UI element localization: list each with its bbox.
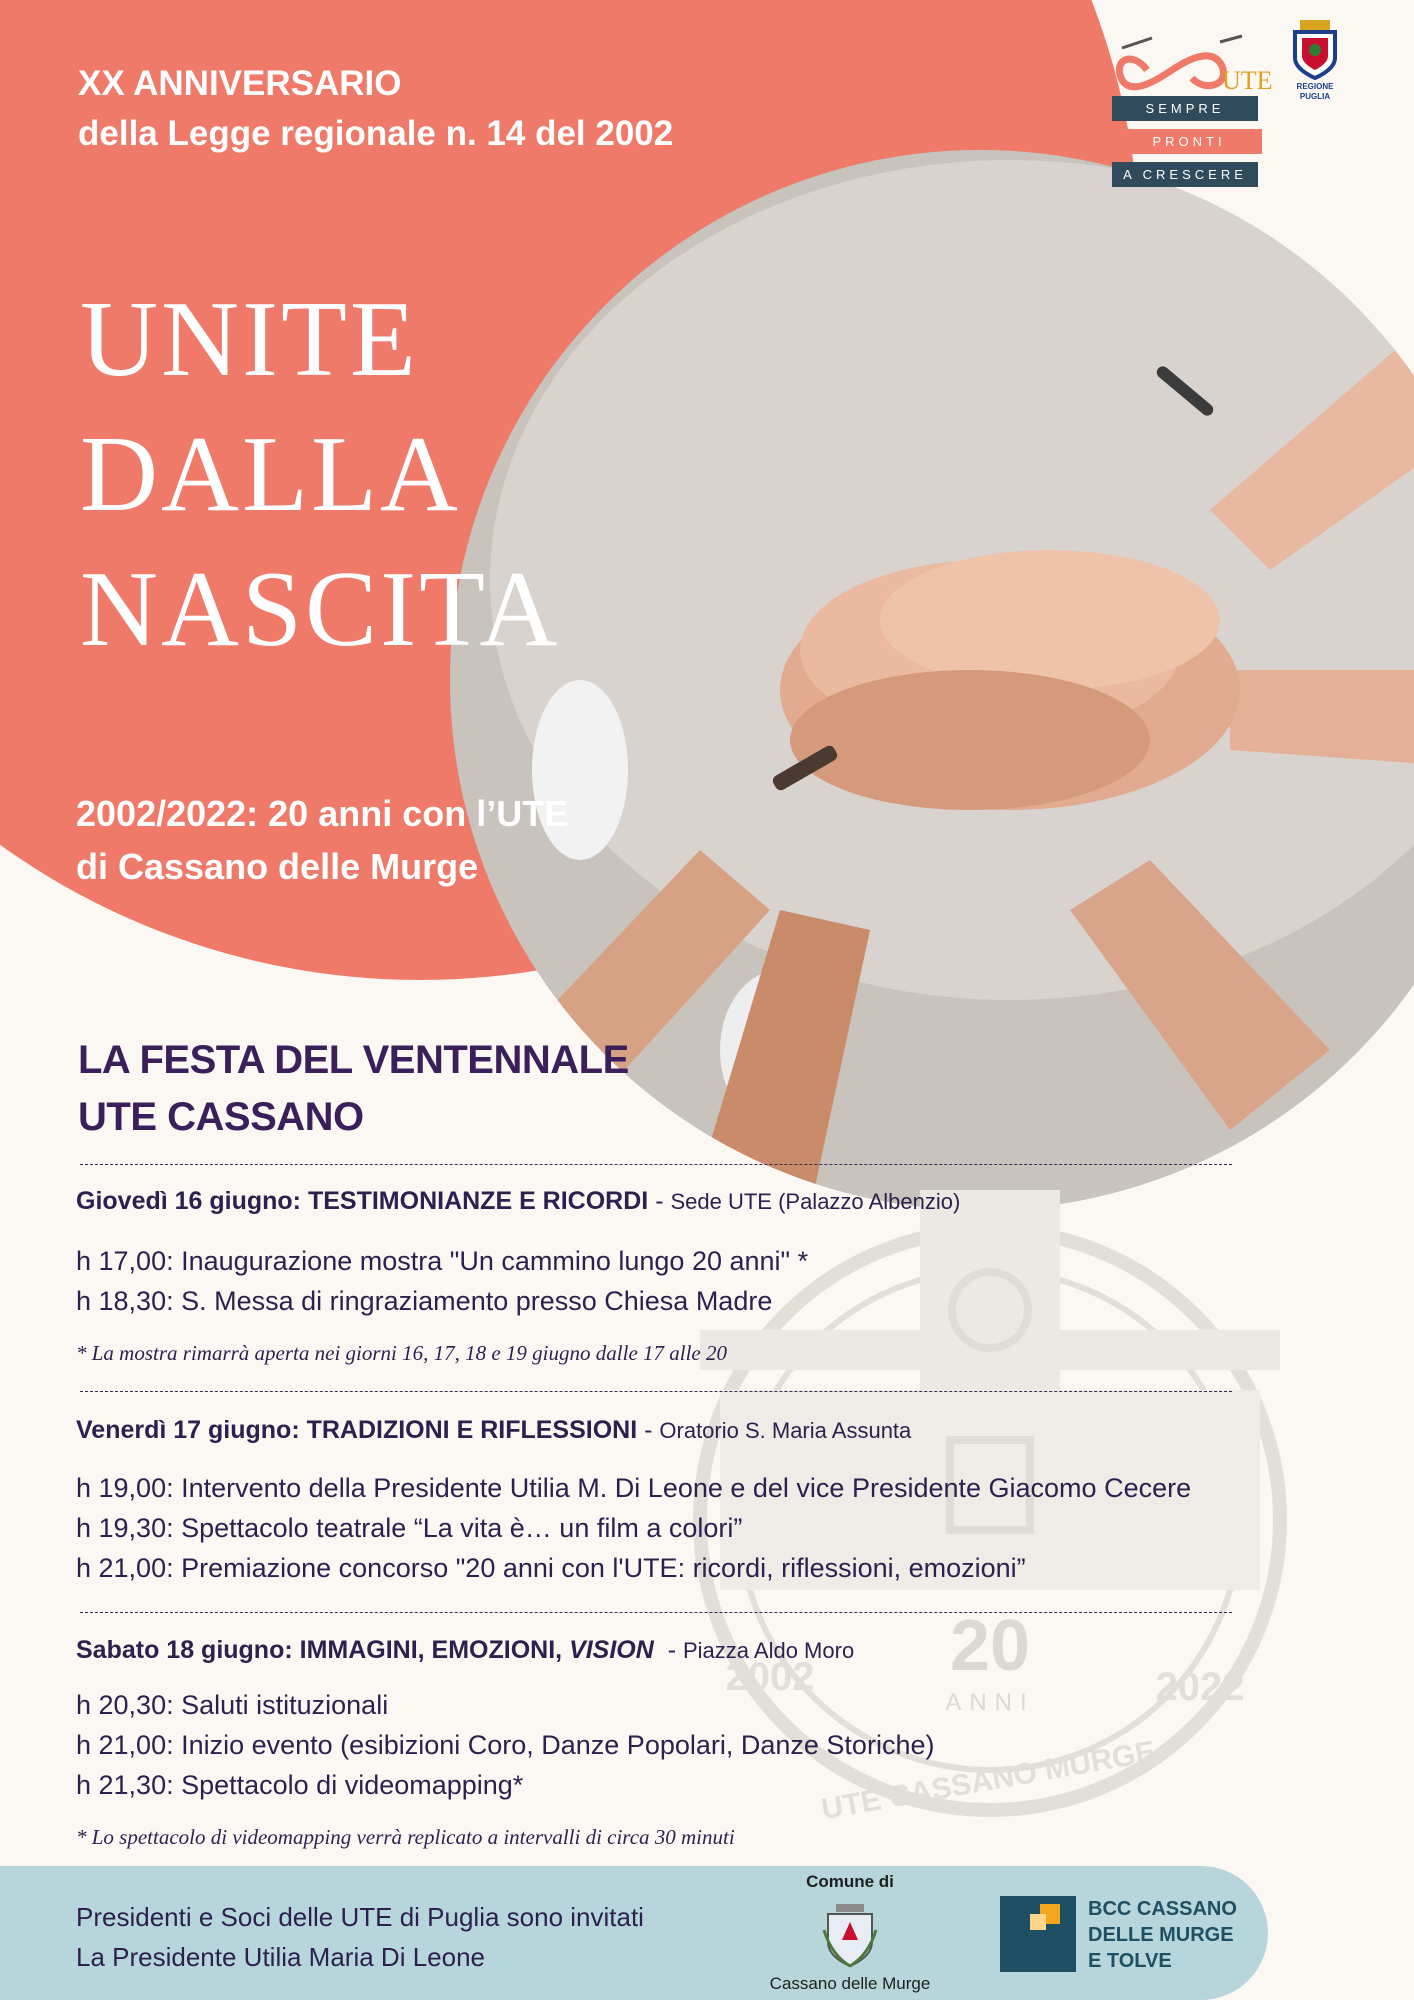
medallion-year-left: 2002 — [725, 1655, 815, 1699]
day-1-note: * La mostra rimarrà aperta nei giorni 16, 17, 18 e 19 giugno dalle 17 alle 20 — [76, 1341, 727, 1365]
day-2-location: Oratorio S. Maria Assunta — [659, 1418, 912, 1443]
festa-title-line-1: LA FESTA DEL VENTENNALE — [78, 1038, 629, 1082]
separator — [80, 1612, 1232, 1613]
title-line-1: UNITE — [80, 280, 419, 399]
day-3-item-3: h 21,30: Spettacolo di videomapping* — [76, 1770, 524, 1800]
regione-puglia-logo — [1290, 18, 1340, 108]
regione-text-2: PUGLIA — [1299, 92, 1331, 101]
ute-logo — [1112, 30, 1273, 210]
day-1-label: Giovedì 16 giugno: TESTIMONIANZE E RICORDI — [76, 1187, 649, 1215]
medallion-year-right: 2022 — [1155, 1665, 1245, 1709]
day-3-label: Sabato 18 giugno: IMMAGINI, EMOZIONI, — [76, 1636, 570, 1664]
footer-invite-line: Presidenti e Soci delle UTE di Puglia sono invitati — [76, 1902, 644, 1932]
title-line-2: DALLA — [80, 415, 461, 534]
ute-tag-pronti: PRONTI — [1116, 129, 1262, 154]
day-3-item-1: h 20,30: Saluti istituzionali — [76, 1690, 389, 1720]
footer-president-line: La Presidente Utilia Maria Di Leone — [76, 1942, 485, 1972]
comune-bottom-text: Cassano delle Murge — [769, 1974, 931, 1993]
day-1-item-2: h 18,30: S. Messa di ringraziamento presso Chiesa Madre — [76, 1286, 773, 1316]
day-3-location: Piazza Aldo Moro — [682, 1638, 855, 1663]
anniversary-line-2: della Legge regionale n. 14 del 2002 — [78, 114, 674, 153]
separator — [80, 1391, 1232, 1392]
regione-puglia-crest-icon — [1290, 18, 1340, 80]
bcc-logo — [1000, 1896, 1260, 1976]
comune-crest-icon — [822, 1900, 878, 1970]
anniversary-line-1: XX ANNIVERSARIO — [78, 64, 402, 103]
subtitle-line-1: 2002/2022: 20 anni con l’UTE — [76, 793, 569, 834]
day-3-note: * Lo spettacolo di videomapping verrà replicato a intervalli di circa 30 minuti — [76, 1825, 735, 1849]
bcc-line-3: E TOLVE — [1088, 1950, 1172, 1972]
day-2-heading: Venerdì 17 giugno: TRADIZIONI E RIFLESSIONI - Oratorio S. Maria Assunta — [76, 1416, 912, 1444]
medallion-arc-text: UTE CASSANO MURGE — [818, 1735, 1158, 1827]
comune-logo — [756, 1872, 944, 1998]
ute-tag-crescere: A CRESCERE — [1112, 162, 1258, 187]
medallion-number: 20 — [949, 1606, 1031, 1686]
bcc-line-2: DELLE MURGE — [1088, 1924, 1234, 1946]
day-1-item-1: h 17,00: Inaugurazione mostra "Un cammino lungo 20 anni" * — [76, 1246, 809, 1276]
comune-top-text: Comune di — [806, 1872, 894, 1891]
day-1-heading: Giovedì 16 giugno: TESTIMONIANZE E RICORDI - Sede UTE (Palazzo Albenzio) — [76, 1187, 961, 1215]
subtitle-line-2: di Cassano delle Murge — [76, 846, 479, 887]
festa-title-line-2: UTE CASSANO — [78, 1095, 364, 1139]
ute-tag-sempre: SEMPRE — [1112, 96, 1258, 121]
bcc-square-icon — [1000, 1896, 1076, 1972]
day-2-item-1: h 19,00: Intervento della Presidente Utilia M. Di Leone e del vice Presidente Giacomo Cecere — [76, 1473, 1192, 1503]
medallion-word: ANNI — [945, 1689, 1035, 1716]
day-3-item-2: h 21,00: Inizio evento (esibizioni Coro, Danze Popolari, Danze Storiche) — [76, 1730, 935, 1760]
day-2-item-2: h 19,30: Spettacolo teatrale “La vita è… un film a colori” — [76, 1513, 743, 1543]
regione-text-1: REGIONE — [1296, 82, 1334, 91]
ute-logo-text: UTE — [1222, 66, 1273, 95]
day-3-heading: Sabato 18 giugno: IMMAGINI, EMOZIONI, VISION - Piazza Aldo Moro — [76, 1636, 855, 1664]
day-1-location: Sede UTE (Palazzo Albenzio) — [670, 1189, 961, 1214]
day-3-label-vision: VISION — [569, 1636, 654, 1664]
bcc-line-1: BCC CASSANO — [1088, 1898, 1237, 1920]
title-line-3: NASCITA — [80, 550, 561, 669]
day-2-label: Venerdì 17 giugno: TRADIZIONI E RIFLESSIONI — [76, 1416, 638, 1444]
day-2-item-3: h 21,00: Premiazione concorso "20 anni con l'UTE: ricordi, riflessioni, emozioni” — [76, 1553, 1026, 1583]
separator — [80, 1164, 1232, 1165]
